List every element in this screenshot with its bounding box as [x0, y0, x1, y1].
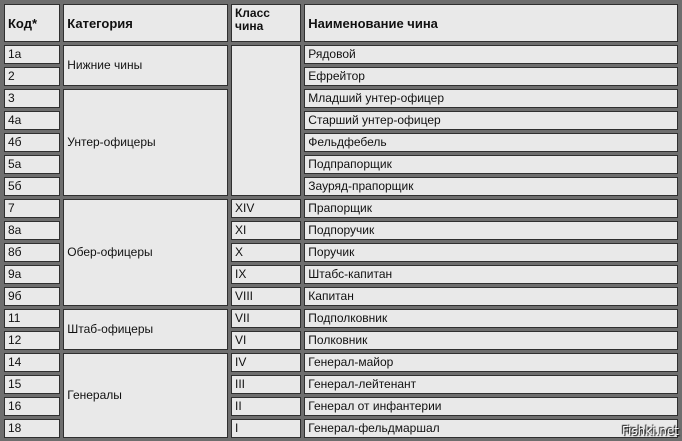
rank-name: Младший унтер-офицер [304, 89, 678, 108]
header-code: Код* [4, 4, 60, 42]
table-row [4, 309, 678, 328]
rank-class: X [231, 243, 301, 262]
rank-code: 18 [4, 419, 60, 438]
table-row [4, 45, 678, 64]
rank-name: Штабс-капитан [304, 265, 678, 284]
watermark: Fishki.net [621, 424, 679, 438]
rank-code: 15 [4, 375, 60, 394]
rank-class: VII [231, 309, 301, 328]
rank-name: Подполковник [304, 309, 678, 328]
rank-class: IV [231, 353, 301, 372]
rank-name: Подпрапорщик [304, 155, 678, 174]
rank-class: VI [231, 331, 301, 350]
rank-code: 9а [4, 265, 60, 284]
rank-class: III [231, 375, 301, 394]
rank-code: 8а [4, 221, 60, 240]
rank-code: 11 [4, 309, 60, 328]
rank-category: Унтер-офицеры [63, 89, 228, 196]
rank-class: XI [231, 221, 301, 240]
rank-name: Генерал-майор [304, 353, 678, 372]
rank-name: Рядовой [304, 45, 678, 64]
rank-class: XIV [231, 199, 301, 218]
rank-code: 4б [4, 133, 60, 152]
rank-class: II [231, 397, 301, 416]
rank-code: 3 [4, 89, 60, 108]
rank-class: IX [231, 265, 301, 284]
rank-code: 4а [4, 111, 60, 130]
rank-name: Генерал-фельдмаршал [304, 419, 678, 438]
rank-name: Старший унтер-офицер [304, 111, 678, 130]
rank-category: Нижние чины [63, 45, 228, 86]
rank-class: VIII [231, 287, 301, 306]
rank-category: Обер-офицеры [63, 199, 228, 306]
rank-name: Зауряд-прапорщик [304, 177, 678, 196]
rank-code: 1а [4, 45, 60, 64]
table-row [4, 199, 678, 218]
rank-class: I [231, 419, 301, 438]
rank-name: Полковник [304, 331, 678, 350]
rank-code: 14 [4, 353, 60, 372]
rank-code: 5б [4, 177, 60, 196]
header-class: Класс чина [231, 4, 301, 42]
rank-code: 2 [4, 67, 60, 86]
rank-code: 16 [4, 397, 60, 416]
rank-code: 8б [4, 243, 60, 262]
ranks-body [4, 45, 678, 438]
rank-code: 5а [4, 155, 60, 174]
rank-category: Генералы [63, 353, 228, 438]
rank-name: Подпоручик [304, 221, 678, 240]
header-name: Наименование чина [304, 4, 678, 42]
rank-name: Генерал-лейтенант [304, 375, 678, 394]
header-row [4, 4, 678, 42]
rank-name: Прапорщик [304, 199, 678, 218]
rank-name: Поручик [304, 243, 678, 262]
rank-code: 7 [4, 199, 60, 218]
table-row [4, 89, 678, 108]
header-category: Категория [63, 4, 228, 42]
rank-name: Ефрейтор [304, 67, 678, 86]
rank-name: Капитан [304, 287, 678, 306]
rank-code: 9б [4, 287, 60, 306]
rank-name: Генерал от инфантерии [304, 397, 678, 416]
rank-code: 12 [4, 331, 60, 350]
rank-category: Штаб-офицеры [63, 309, 228, 350]
rank-class-empty [231, 45, 301, 196]
ranks-table [1, 1, 681, 441]
rank-name: Фельдфебель [304, 133, 678, 152]
table-row [4, 353, 678, 372]
